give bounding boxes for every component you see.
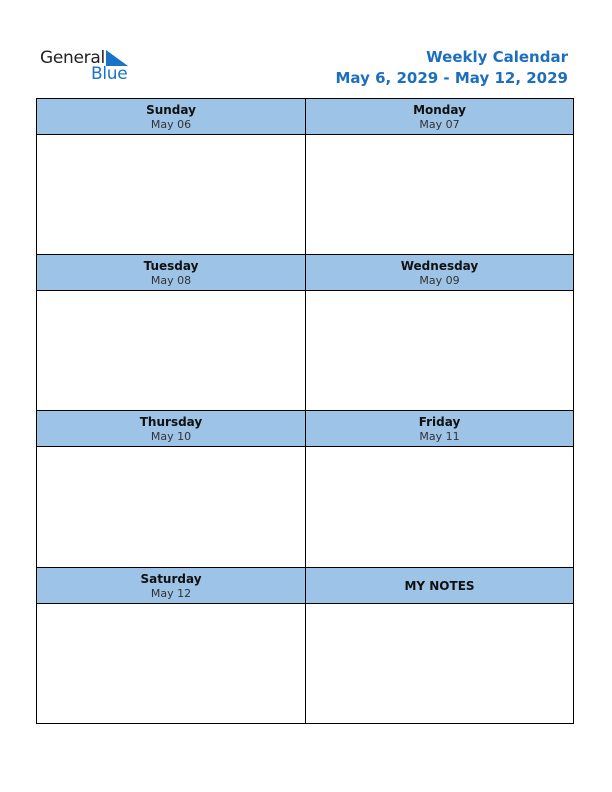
day-cell-friday[interactable] (306, 411, 573, 567)
day-header (306, 255, 573, 291)
day-header (37, 255, 305, 291)
day-date: May 08 (150, 274, 192, 287)
day-header (306, 99, 573, 135)
day-header (306, 411, 573, 447)
general-blue-logo (40, 48, 140, 88)
day-cell-thursday[interactable] (37, 411, 305, 567)
day-date: May 09 (419, 274, 460, 287)
day-cell-monday[interactable] (306, 99, 573, 254)
day-cell-tuesday[interactable] (37, 255, 305, 410)
day-name: Thursday (139, 415, 203, 429)
day-name: Saturday (140, 572, 202, 586)
logo-blue-text: Blue (91, 64, 128, 84)
logo-general-text: General (40, 48, 105, 68)
date-range: May 6, 2029 - May 12, 2029 (335, 69, 568, 87)
day-date: May 06 (150, 118, 192, 131)
notes-cell[interactable] (306, 568, 573, 723)
day-date: May 11 (419, 430, 460, 443)
day-name: Monday (413, 103, 466, 117)
day-date: May 10 (150, 430, 192, 443)
day-header (37, 568, 305, 604)
day-cell-sunday[interactable] (37, 99, 305, 254)
notes-label: MY NOTES (404, 579, 475, 593)
day-name: Tuesday (143, 259, 199, 273)
day-cell-wednesday[interactable] (306, 255, 573, 410)
calendar-grid (36, 98, 574, 724)
day-cell-saturday[interactable] (37, 568, 305, 723)
day-header (37, 99, 305, 135)
title-block (336, 47, 569, 89)
day-date: May 12 (150, 587, 192, 600)
day-name: Sunday (146, 103, 196, 117)
day-name: Friday (418, 415, 461, 429)
day-header (37, 411, 305, 447)
notes-header (306, 568, 573, 604)
day-date: May 07 (419, 118, 460, 131)
page-title: Weekly Calendar (426, 48, 568, 66)
day-name: Wednesday (400, 259, 479, 273)
